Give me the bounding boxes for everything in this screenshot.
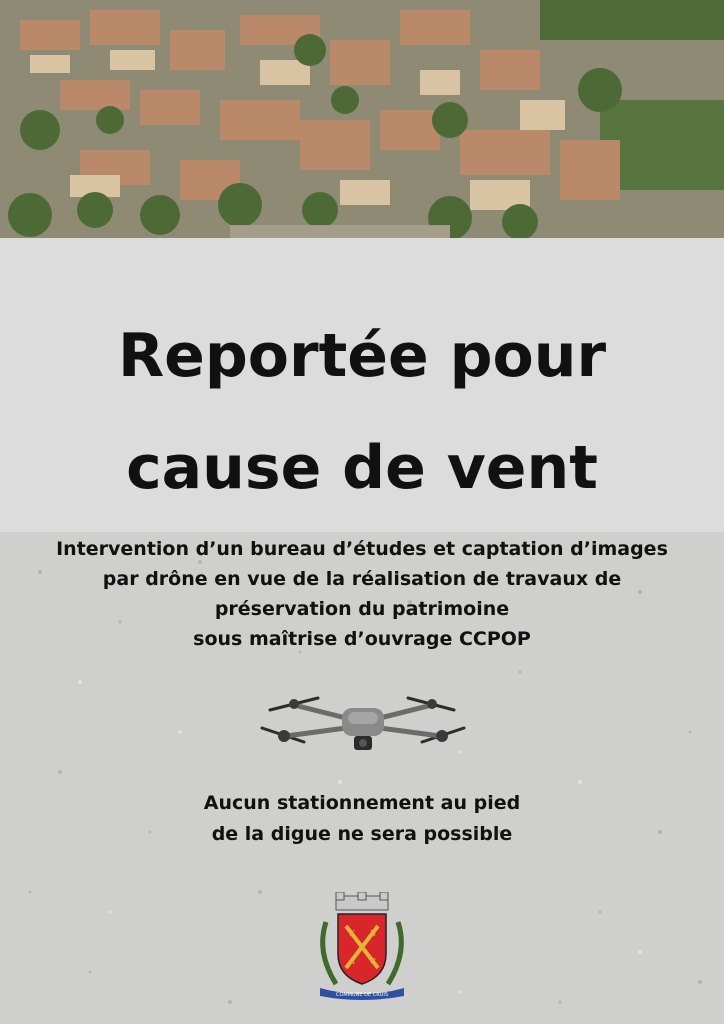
intro-line-3: préservation du patrimoine	[214, 598, 510, 620]
crest-ribbon-text: COMMUNE DE CRUIS	[335, 992, 389, 998]
headline-line-2: cause de vent	[126, 433, 598, 503]
parking-line-1: Aucun stationnement au pied	[203, 792, 521, 814]
intro-line-4: sous maîtrise d’ouvrage CCPOP	[193, 628, 531, 650]
municipal-crest-icon	[312, 892, 412, 1004]
crest-letter-1: K	[349, 929, 355, 938]
parking-line-2: de la digue ne sera possible	[211, 823, 513, 845]
intro-line-2: par drône en vue de la réalisation de travaux de	[102, 568, 622, 590]
crest-letter-2: B	[370, 929, 376, 938]
crest-letter-3: A	[349, 957, 355, 966]
headline	[0, 300, 724, 524]
intro-text	[0, 534, 724, 654]
parking-notice	[0, 788, 724, 850]
aerial-village-photo	[0, 0, 724, 238]
crest-letter-4: C	[370, 957, 377, 966]
intro-line-1: Intervention d’un bureau d’études et captation d’images	[56, 538, 668, 560]
drone-icon	[258, 680, 468, 770]
headline-line-1: Reportée pour	[117, 321, 607, 391]
